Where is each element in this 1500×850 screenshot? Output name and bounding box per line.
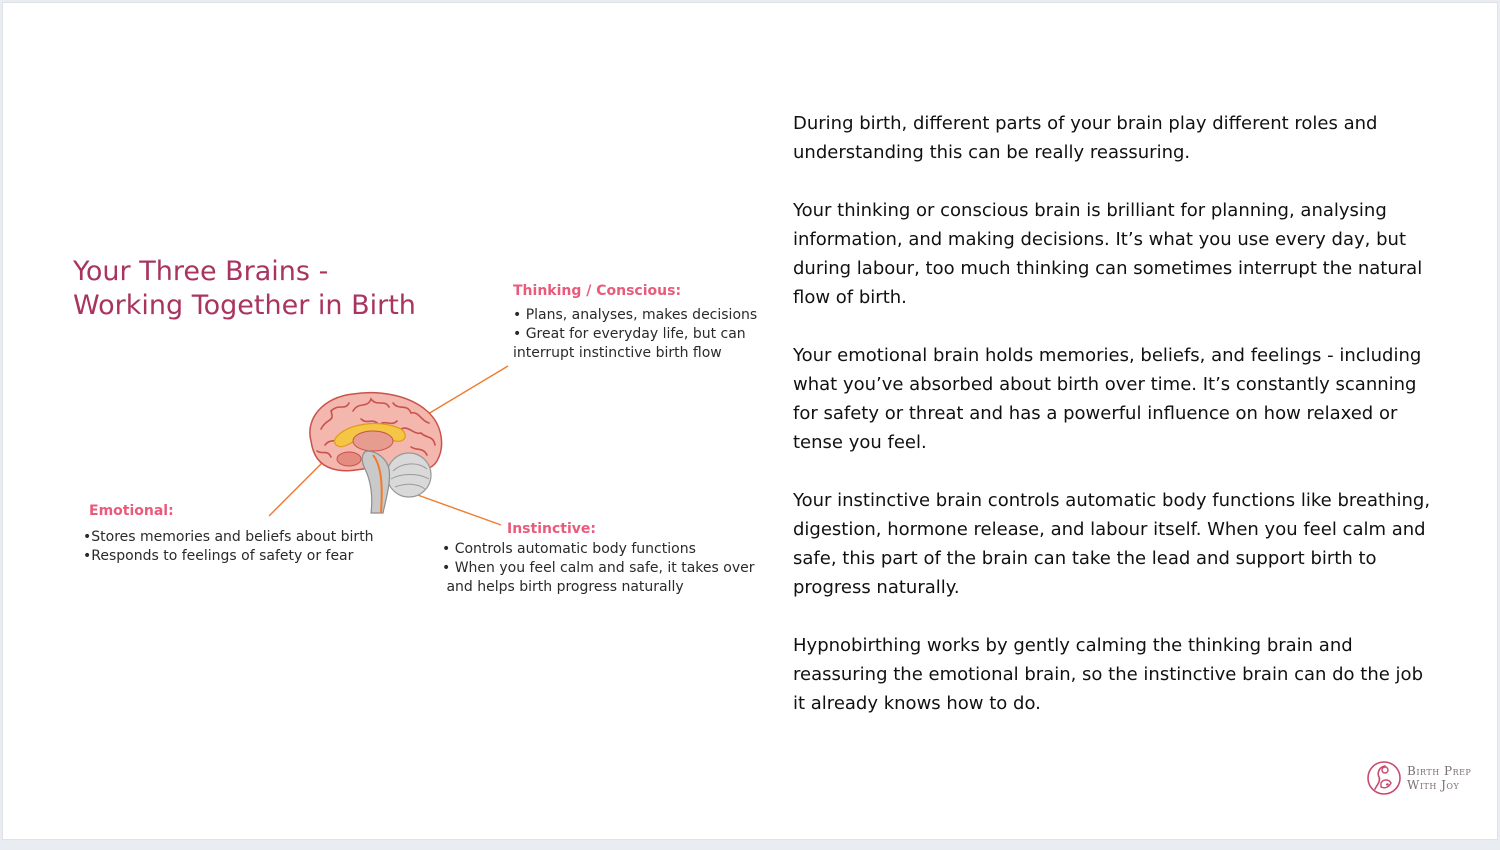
emotional-bullet: •Stores memories and beliefs about birth <box>83 529 374 545</box>
thinking-bullet: • Plans, analyses, makes decisions <box>513 307 758 323</box>
body-paragraph: Your thinking or conscious brain is brilliant for planning, analysing information, and making decisions. It’s what you use every day, but during labour, too much thinking can sometimes interrupt the natural flow of birth. <box>793 200 1423 308</box>
slide-title <box>73 255 473 323</box>
body-text <box>793 109 1433 747</box>
instinctive-bullet: and helps birth progress naturally <box>442 579 684 595</box>
emotional-heading: Emotional: <box>89 503 174 519</box>
instinctive-heading: Instinctive: <box>507 521 596 537</box>
brain-illustration <box>301 389 447 519</box>
logo-text <box>1407 764 1471 792</box>
instinctive-bullet: • When you feel calm and safe, it takes over <box>442 560 755 576</box>
body-paragraph: During birth, different parts of your brain play different roles and understanding this can be really reassuring. <box>793 113 1378 163</box>
slide <box>2 2 1498 840</box>
thinking-bullets <box>513 306 757 363</box>
emotional-bullets <box>83 528 374 566</box>
brand-logo <box>1365 757 1485 799</box>
amygdala-shape <box>337 452 361 466</box>
thalamus-shape <box>353 431 393 451</box>
thinking-heading: Thinking / Conscious: <box>513 283 682 299</box>
instinctive-bullets <box>442 540 754 597</box>
body-paragraph: Hypnobirthing works by gently calming the thinking brain and reassuring the emotional brain, so the instinctive brain can do the job it already knows how to do. <box>793 635 1423 714</box>
logo-line-2: With Joy <box>1407 778 1460 792</box>
body-paragraph: Your instinctive brain controls automatic body functions like breathing, digestion, hormone release, and labour itself. When you feel calm and safe, this part of the brain can take the lead and support birth to progress naturally. <box>793 490 1431 598</box>
title-line-1: Your Three Brains - <box>73 256 329 287</box>
logo-line-1: Birth Prep <box>1407 764 1472 778</box>
thinking-bullet: interrupt instinctive birth flow <box>513 345 722 361</box>
mother-and-baby-logo-icon <box>1365 759 1403 797</box>
thinking-bullet: • Great for everyday life, but can <box>513 326 746 342</box>
body-paragraph: Your emotional brain holds memories, beliefs, and feelings - including what you’ve absorbed about birth over time. It’s constantly scanning for safety or threat and has a powerful influence on how relaxed or tense you feel. <box>793 345 1422 453</box>
emotional-bullet: •Responds to feelings of safety or fear <box>83 548 354 564</box>
title-line-2: Working Together in Birth <box>73 290 416 321</box>
instinctive-bullet: • Controls automatic body functions <box>442 541 696 557</box>
